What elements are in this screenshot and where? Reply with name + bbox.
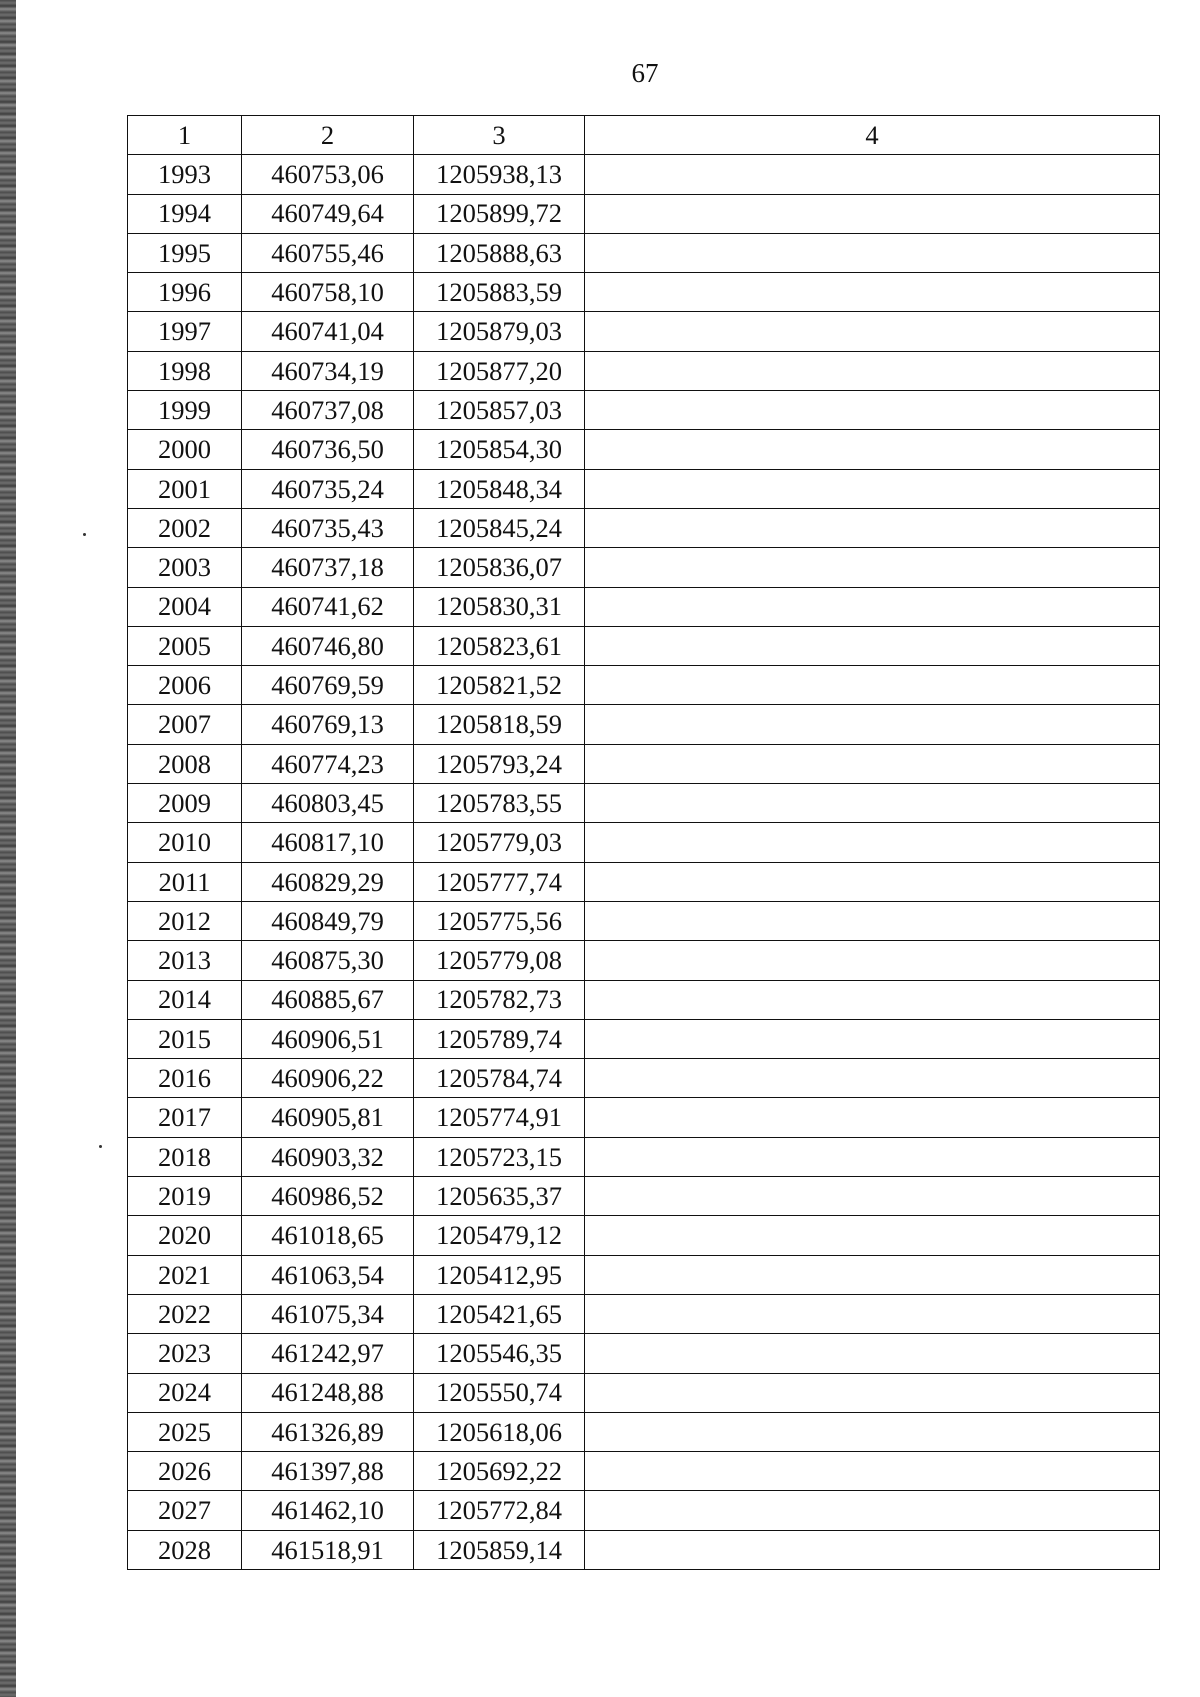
table-row xyxy=(128,430,1160,469)
table-row xyxy=(128,1491,1160,1530)
x-coordinate-cell: 461397,88 xyxy=(242,1452,414,1491)
x-coordinate-cell: 461075,34 xyxy=(242,1294,414,1333)
scan-speck xyxy=(99,1145,102,1148)
y-coordinate-cell: 1205784,74 xyxy=(414,1059,585,1098)
x-coordinate-cell: 461248,88 xyxy=(242,1373,414,1412)
x-coordinate-cell: 460758,10 xyxy=(242,273,414,312)
x-coordinate-cell: 460774,23 xyxy=(242,744,414,783)
table-header-row xyxy=(128,116,1160,155)
y-coordinate-cell: 1205783,55 xyxy=(414,784,585,823)
y-coordinate-cell: 1205899,72 xyxy=(414,194,585,233)
y-coordinate-cell: 1205818,59 xyxy=(414,705,585,744)
note-cell xyxy=(585,1373,1160,1412)
note-cell xyxy=(585,391,1160,430)
point-number-cell: 2005 xyxy=(128,626,242,665)
note-cell xyxy=(585,1255,1160,1294)
x-coordinate-cell: 460803,45 xyxy=(242,784,414,823)
point-number-cell: 2024 xyxy=(128,1373,242,1412)
note-cell xyxy=(585,626,1160,665)
note-cell xyxy=(585,1491,1160,1530)
y-coordinate-cell: 1205782,73 xyxy=(414,980,585,1019)
note-cell xyxy=(585,744,1160,783)
table-row xyxy=(128,155,1160,194)
note-cell xyxy=(585,1137,1160,1176)
table-row xyxy=(128,980,1160,1019)
note-cell xyxy=(585,901,1160,940)
header-cell: 1 xyxy=(128,116,242,155)
table-row xyxy=(128,1373,1160,1412)
y-coordinate-cell: 1205821,52 xyxy=(414,666,585,705)
x-coordinate-cell: 460875,30 xyxy=(242,941,414,980)
note-cell xyxy=(585,1019,1160,1058)
x-coordinate-cell: 460769,59 xyxy=(242,666,414,705)
y-coordinate-cell: 1205848,34 xyxy=(414,469,585,508)
table-row xyxy=(128,705,1160,744)
note-cell xyxy=(585,233,1160,272)
note-cell xyxy=(585,666,1160,705)
point-number-cell: 1993 xyxy=(128,155,242,194)
y-coordinate-cell: 1205779,08 xyxy=(414,941,585,980)
table-row xyxy=(128,1137,1160,1176)
point-number-cell: 2021 xyxy=(128,1255,242,1294)
point-number-cell: 2018 xyxy=(128,1137,242,1176)
table-row xyxy=(128,626,1160,665)
note-cell xyxy=(585,1059,1160,1098)
x-coordinate-cell: 460746,80 xyxy=(242,626,414,665)
y-coordinate-cell: 1205772,84 xyxy=(414,1491,585,1530)
x-coordinate-cell: 460903,32 xyxy=(242,1137,414,1176)
x-coordinate-cell: 460755,46 xyxy=(242,233,414,272)
note-cell xyxy=(585,508,1160,547)
table-body xyxy=(128,155,1160,1570)
x-coordinate-cell: 460737,08 xyxy=(242,391,414,430)
point-number-cell: 2020 xyxy=(128,1216,242,1255)
table-row xyxy=(128,1412,1160,1451)
point-number-cell: 2025 xyxy=(128,1412,242,1451)
x-coordinate-cell: 460817,10 xyxy=(242,823,414,862)
y-coordinate-cell: 1205546,35 xyxy=(414,1334,585,1373)
note-cell xyxy=(585,1530,1160,1569)
x-coordinate-cell: 461242,97 xyxy=(242,1334,414,1373)
x-coordinate-cell: 461518,91 xyxy=(242,1530,414,1569)
point-number-cell: 2017 xyxy=(128,1098,242,1137)
point-number-cell: 1997 xyxy=(128,312,242,351)
x-coordinate-cell: 460769,13 xyxy=(242,705,414,744)
note-cell xyxy=(585,1334,1160,1373)
table-row xyxy=(128,1294,1160,1333)
scan-edge-shadow xyxy=(0,0,16,1697)
y-coordinate-cell: 1205723,15 xyxy=(414,1137,585,1176)
note-cell xyxy=(585,1452,1160,1491)
y-coordinate-cell: 1205857,03 xyxy=(414,391,585,430)
note-cell xyxy=(585,705,1160,744)
table-row xyxy=(128,1530,1160,1569)
y-coordinate-cell: 1205854,30 xyxy=(414,430,585,469)
x-coordinate-cell: 460749,64 xyxy=(242,194,414,233)
point-number-cell: 2014 xyxy=(128,980,242,1019)
page-number: 67 xyxy=(631,58,659,88)
note-cell xyxy=(585,312,1160,351)
table-row xyxy=(128,784,1160,823)
y-coordinate-cell: 1205877,20 xyxy=(414,351,585,390)
x-coordinate-cell: 460986,52 xyxy=(242,1177,414,1216)
x-coordinate-cell: 460906,51 xyxy=(242,1019,414,1058)
y-coordinate-cell: 1205421,65 xyxy=(414,1294,585,1333)
y-coordinate-cell: 1205774,91 xyxy=(414,1098,585,1137)
y-coordinate-cell: 1205779,03 xyxy=(414,823,585,862)
x-coordinate-cell: 460906,22 xyxy=(242,1059,414,1098)
note-cell xyxy=(585,1098,1160,1137)
point-number-cell: 2016 xyxy=(128,1059,242,1098)
note-cell xyxy=(585,941,1160,980)
x-coordinate-cell: 460753,06 xyxy=(242,155,414,194)
table-row xyxy=(128,233,1160,272)
x-coordinate-cell: 460741,62 xyxy=(242,587,414,626)
point-number-cell: 2006 xyxy=(128,666,242,705)
note-cell xyxy=(585,469,1160,508)
y-coordinate-cell: 1205692,22 xyxy=(414,1452,585,1491)
point-number-cell: 2003 xyxy=(128,548,242,587)
point-number-cell: 2028 xyxy=(128,1530,242,1569)
table-row xyxy=(128,941,1160,980)
x-coordinate-cell: 460849,79 xyxy=(242,901,414,940)
y-coordinate-cell: 1205789,74 xyxy=(414,1019,585,1058)
point-number-cell: 1999 xyxy=(128,391,242,430)
y-coordinate-cell: 1205859,14 xyxy=(414,1530,585,1569)
y-coordinate-cell: 1205888,63 xyxy=(414,233,585,272)
point-number-cell: 1998 xyxy=(128,351,242,390)
table-row xyxy=(128,666,1160,705)
point-number-cell: 2013 xyxy=(128,941,242,980)
table-row xyxy=(128,508,1160,547)
note-cell xyxy=(585,430,1160,469)
y-coordinate-cell: 1205836,07 xyxy=(414,548,585,587)
table-row xyxy=(128,823,1160,862)
y-coordinate-cell: 1205618,06 xyxy=(414,1412,585,1451)
point-number-cell: 2015 xyxy=(128,1019,242,1058)
note-cell xyxy=(585,823,1160,862)
x-coordinate-cell: 460885,67 xyxy=(242,980,414,1019)
table-row xyxy=(128,1019,1160,1058)
x-coordinate-cell: 461063,54 xyxy=(242,1255,414,1294)
header-cell: 4 xyxy=(585,116,1160,155)
note-cell xyxy=(585,1177,1160,1216)
x-coordinate-cell: 460905,81 xyxy=(242,1098,414,1137)
header-cell: 2 xyxy=(242,116,414,155)
note-cell xyxy=(585,980,1160,1019)
table-row xyxy=(128,1334,1160,1373)
note-cell xyxy=(585,784,1160,823)
y-coordinate-cell: 1205479,12 xyxy=(414,1216,585,1255)
coordinates-table xyxy=(127,115,1160,1570)
x-coordinate-cell: 460737,18 xyxy=(242,548,414,587)
y-coordinate-cell: 1205879,03 xyxy=(414,312,585,351)
y-coordinate-cell: 1205883,59 xyxy=(414,273,585,312)
point-number-cell: 2027 xyxy=(128,1491,242,1530)
point-number-cell: 2002 xyxy=(128,508,242,547)
note-cell xyxy=(585,548,1160,587)
point-number-cell: 2026 xyxy=(128,1452,242,1491)
note-cell xyxy=(585,587,1160,626)
point-number-cell: 2023 xyxy=(128,1334,242,1373)
scan-speck xyxy=(83,533,86,536)
y-coordinate-cell: 1205830,31 xyxy=(414,587,585,626)
point-number-cell: 2012 xyxy=(128,901,242,940)
y-coordinate-cell: 1205938,13 xyxy=(414,155,585,194)
point-number-cell: 2000 xyxy=(128,430,242,469)
table-row xyxy=(128,391,1160,430)
point-number-cell: 2010 xyxy=(128,823,242,862)
note-cell xyxy=(585,351,1160,390)
table-row xyxy=(128,1059,1160,1098)
x-coordinate-cell: 460735,43 xyxy=(242,508,414,547)
y-coordinate-cell: 1205775,56 xyxy=(414,901,585,940)
table-row xyxy=(128,548,1160,587)
note-cell xyxy=(585,1216,1160,1255)
table-row xyxy=(128,1098,1160,1137)
x-coordinate-cell: 460734,19 xyxy=(242,351,414,390)
point-number-cell: 2007 xyxy=(128,705,242,744)
table-row xyxy=(128,744,1160,783)
note-cell xyxy=(585,155,1160,194)
table-row xyxy=(128,1177,1160,1216)
y-coordinate-cell: 1205550,74 xyxy=(414,1373,585,1412)
x-coordinate-cell: 460735,24 xyxy=(242,469,414,508)
y-coordinate-cell: 1205635,37 xyxy=(414,1177,585,1216)
note-cell xyxy=(585,194,1160,233)
x-coordinate-cell: 460829,29 xyxy=(242,862,414,901)
table-row xyxy=(128,901,1160,940)
table-row xyxy=(128,351,1160,390)
note-cell xyxy=(585,1412,1160,1451)
table-row xyxy=(128,194,1160,233)
x-coordinate-cell: 460741,04 xyxy=(242,312,414,351)
y-coordinate-cell: 1205845,24 xyxy=(414,508,585,547)
note-cell xyxy=(585,862,1160,901)
table-row xyxy=(128,469,1160,508)
point-number-cell: 1994 xyxy=(128,194,242,233)
y-coordinate-cell: 1205823,61 xyxy=(414,626,585,665)
x-coordinate-cell: 461018,65 xyxy=(242,1216,414,1255)
point-number-cell: 2004 xyxy=(128,587,242,626)
x-coordinate-cell: 461326,89 xyxy=(242,1412,414,1451)
y-coordinate-cell: 1205412,95 xyxy=(414,1255,585,1294)
table-row xyxy=(128,312,1160,351)
point-number-cell: 1995 xyxy=(128,233,242,272)
x-coordinate-cell: 461462,10 xyxy=(242,1491,414,1530)
point-number-cell: 2001 xyxy=(128,469,242,508)
point-number-cell: 1996 xyxy=(128,273,242,312)
y-coordinate-cell: 1205777,74 xyxy=(414,862,585,901)
table-row xyxy=(128,273,1160,312)
table-row xyxy=(128,1216,1160,1255)
table-row xyxy=(128,1452,1160,1491)
point-number-cell: 2022 xyxy=(128,1294,242,1333)
table-row xyxy=(128,587,1160,626)
note-cell xyxy=(585,273,1160,312)
table-row xyxy=(128,1255,1160,1294)
point-number-cell: 2008 xyxy=(128,744,242,783)
point-number-cell: 2019 xyxy=(128,1177,242,1216)
point-number-cell: 2009 xyxy=(128,784,242,823)
header-cell: 3 xyxy=(414,116,585,155)
point-number-cell: 2011 xyxy=(128,862,242,901)
x-coordinate-cell: 460736,50 xyxy=(242,430,414,469)
note-cell xyxy=(585,1294,1160,1333)
table-row xyxy=(128,862,1160,901)
y-coordinate-cell: 1205793,24 xyxy=(414,744,585,783)
